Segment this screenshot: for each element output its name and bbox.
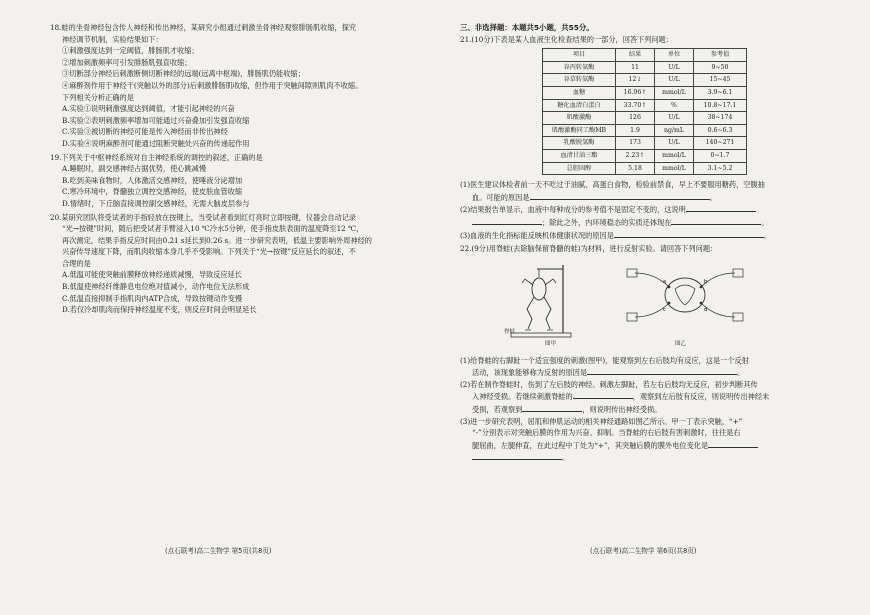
cell: mmol/L xyxy=(655,86,694,99)
cell: 血糖 xyxy=(543,86,616,99)
q21-text: (3)血液的生化指标能反映机体健康状况的原因是 xyxy=(460,230,614,240)
cell: 3.1~5.2 xyxy=(694,162,747,175)
cell: mmol/L xyxy=(655,149,694,162)
cell: ng/mL xyxy=(655,124,694,137)
cell: 38~174 xyxy=(694,112,747,125)
cell: 0.6~6.3 xyxy=(694,124,747,137)
q22-intro: 22.(9分)用脊蛙(去除脑保留脊髓的蛙)为材料，进行反射实验。请回答下列问题： xyxy=(460,244,718,254)
question-20 xyxy=(50,212,435,316)
left-column xyxy=(50,22,435,316)
cell: U/L xyxy=(655,61,694,74)
table-row xyxy=(543,86,747,99)
frog-forelegs xyxy=(522,279,556,285)
q18-line: 下列相关分析正确的是 xyxy=(62,92,134,102)
cell: 总胆固醇 xyxy=(543,162,616,175)
answer-blank[interactable] xyxy=(708,439,758,448)
q22-part-2: (2)若在制作脊蛙时，伤到了左后肢的神经。刺激左脚趾，若左右后肢均无反应，初步判断其传 xyxy=(460,379,758,389)
answer-blank[interactable] xyxy=(671,216,761,225)
q21-part-1: (1)医生建议体检者前一天不吃过于油腻、高蛋白食物，检验前禁食，早上不要服用糖药，空腹抽 xyxy=(460,180,765,190)
answer-blank[interactable] xyxy=(522,403,582,412)
q20-line: 20.某研究团队将受试者的手指轻放在按键上，当受试者看到红灯亮时立即按键，仪器会自动记录 xyxy=(50,212,357,222)
q22-text: 。 xyxy=(562,453,570,463)
q22-part-1-cont: 活动，该现象能够称为反射的原因是 。 xyxy=(472,368,745,378)
table-header: 参考值 xyxy=(694,49,747,62)
gray-matter xyxy=(675,285,695,305)
cell: 肌酸激酶 xyxy=(543,112,616,125)
q18-line: ④麻醉剂作用于神经干(突触以外的部分)后刺激腓肠肌收缩，但作用于突触间隙则肌肉不收缩。 xyxy=(62,80,363,90)
cell: 0~1.7 xyxy=(694,149,747,162)
cell: 谷丙转氨酶 xyxy=(543,61,616,74)
cell: U/L xyxy=(655,74,694,87)
q21-text: ；除此之外，内环境稳态的实质还体现在 xyxy=(542,217,672,227)
page-footer-right: (点石联考)高二生物学 第6页(共8页) xyxy=(590,547,697,555)
cell: U/L xyxy=(655,137,694,150)
cell: 126 xyxy=(616,112,655,125)
q21-part-2-cont: ；除此之外，内环境稳态的实质还体现在 。 xyxy=(460,216,845,229)
q22-text: 活动，该现象能够称为反射的原因是 xyxy=(472,368,588,378)
question-19 xyxy=(50,152,435,210)
q21-part-2 xyxy=(460,203,845,216)
q18-option-a: A.实验①说明刺激强度达到阈值，才能引起神经的兴奋 xyxy=(62,104,235,114)
synapse-label: c xyxy=(663,306,666,313)
q22-text: 腿屈曲，左腿伸直，在此过程中丁处为“+”，其突触后膜的膜外电位变化是 xyxy=(472,440,709,450)
cell: 血清甘油三酯 xyxy=(543,149,616,162)
cell: 10.8~17.1 xyxy=(694,99,747,112)
q22-part-1: (1)给脊蛙的右脚趾一个适宜强度的刺激(图甲)，能观察到左右后肢均有反应，这是一个反射 xyxy=(460,355,749,365)
page-footer-left: (点石联考)高二生物学 第5页(共8页) xyxy=(165,547,272,555)
q20-line: 合理的是 xyxy=(62,258,91,268)
spinal-pathway-figure xyxy=(625,259,745,339)
cell: U/L xyxy=(655,112,694,125)
q20-option-d: D.若仅冷却肌肉而保持神经温度不变，则反应时间会明显延长 xyxy=(62,305,257,315)
blood-test-table xyxy=(542,48,747,175)
cell: 5.18 xyxy=(616,162,655,175)
cell: 33.70↑ xyxy=(616,99,655,112)
q18-line: 神经调节机制，实验结果如下： xyxy=(62,34,163,44)
q18-line: 18.蛙的坐骨神经包含传人神经和传出神经，某研究小组通过刺激坐骨神经观察腓肠肌收缩，探究 xyxy=(50,23,357,32)
cell: 140~271 xyxy=(694,137,747,150)
cell: % xyxy=(655,99,694,112)
q21-part-3: (3)血液的生化指标能反映机体健康状况的原因是 。 xyxy=(460,230,772,240)
q21-text: (2)结果报告单显示，血液中每种成分的参考值不是固定不变的，这说明 xyxy=(460,205,686,215)
cell: 乳酸脱氢酶 xyxy=(543,137,616,150)
cell: 12↓ xyxy=(616,74,655,87)
q20-option-c: C.低温直接抑制手指肌肉内ATP合成，导致按键动作变慢 xyxy=(62,293,243,303)
q19-stem: 19.下列关于中枢神经系统对自主神经系统的调控的叙述，正确的是 xyxy=(50,152,263,162)
question-22-parts xyxy=(460,355,845,464)
q18-line: ①刺激强度达到一定阈值，腓肠肌才收缩； xyxy=(62,46,199,56)
table-row xyxy=(543,137,747,150)
q22-text: 受损，若观察到 xyxy=(472,405,523,415)
cell: 糖化血清白蛋白 xyxy=(543,99,616,112)
frog-body xyxy=(532,278,546,300)
table-header-row xyxy=(543,49,747,62)
figure-caption-a: 图甲 xyxy=(545,340,557,347)
answer-blank[interactable] xyxy=(614,229,764,238)
q21-text: 血。可能的原因是 xyxy=(472,192,530,202)
synapse xyxy=(700,301,703,304)
q20-line: 兴奋传导速度下降，而肌肉收缩本身几乎不受影响。下列关于“光→按键”反应延长的叙述，不 xyxy=(62,247,356,257)
question-21-parts xyxy=(460,179,845,241)
q22-text: ，观察到左后肢有反应，则说明传出神经未 xyxy=(632,392,770,402)
synapse xyxy=(668,301,671,304)
cell: 9~50 xyxy=(694,61,747,74)
answer-blank[interactable] xyxy=(686,203,756,212)
q20-line: 再次测定，结果手指反应时间由0.21 s延长到0.26 s。进一步研究表明，低温主要影响外周神经的 xyxy=(62,235,372,245)
synapse xyxy=(700,285,703,288)
synapse xyxy=(668,285,671,288)
answer-blank[interactable] xyxy=(530,191,710,200)
spinal-cord-section xyxy=(665,278,708,313)
cell: 谷草转氨酶 xyxy=(543,74,616,87)
synapse-label: b xyxy=(704,278,708,285)
q22-part-3-cont: “-”分别表示对突触后膜的作用为兴奋、抑制。当脊蛙的右后肢有害刺激时，往往是右 xyxy=(472,428,741,438)
q21-part-1-cont: 血。可能的原因是 。 xyxy=(472,192,717,202)
frog-hindlegs xyxy=(527,297,551,329)
cell: 15~45 xyxy=(694,74,747,87)
q22-part-3: (3)进一步研究表明，屈肌和伸肌运动的相关神经通路如图乙所示。甲一丁表示突触，“+” xyxy=(460,416,743,426)
q22-part-3-cont xyxy=(460,439,845,452)
table-header: 结果 xyxy=(616,49,655,62)
table-row xyxy=(543,99,747,112)
answer-blank[interactable] xyxy=(587,366,737,375)
cell: 2.23↑ xyxy=(616,149,655,162)
figure-label-frog: 脊蛙 xyxy=(504,328,516,335)
cell: 16.96↑ xyxy=(616,86,655,99)
q20-option-a: A.低温可能使突触前膜释放神经递质减慢，导致反应延长 xyxy=(62,270,242,280)
figure-caption-b: 图乙 xyxy=(675,340,687,347)
q20-option-b: B.低温使神经纤维静息电位绝对值减小，动作电位无法形成 xyxy=(62,282,250,292)
table-row xyxy=(543,112,747,125)
q18-option-d: D.实验④说明麻醉剂可能通过阻断突触处兴奋的传递起作用 xyxy=(62,138,250,148)
frog-stand-figure xyxy=(505,259,595,339)
q22-text: 入神经受损。若继续刺激脊蛙的 xyxy=(472,392,573,402)
answer-blank[interactable] xyxy=(573,390,633,399)
synapse-label: d xyxy=(704,306,708,313)
q18-option-b: B.实验②表明刺激频率增加可能通过兴奋叠加引发强直收缩 xyxy=(62,115,250,125)
section-title: 三、非选择题：本题共5小题，共55分。 xyxy=(460,23,594,32)
table-row xyxy=(543,124,747,137)
q21-intro: 21.(10分)下表是某人血液生化检查结果的一部分，回答下列问题： xyxy=(460,34,674,44)
table-header: 项目 xyxy=(543,49,616,62)
q19-option-c: C.寒冷环境中，脊髓独立调控交感神经，使皮肤血管收缩 xyxy=(62,187,243,197)
q18-line: ②增加刺激频率可引发腓肠肌强直收缩； xyxy=(62,57,192,67)
table-row xyxy=(543,149,747,162)
cell: 11 xyxy=(616,61,655,74)
q22-part-2-cont xyxy=(460,403,845,416)
table-header: 单位 xyxy=(655,49,694,62)
q19-option-b: B.吃到美味食物时，人体激活交感神经，使唾液分泌增加 xyxy=(62,175,243,185)
q18-option-c: C.实验③被切断的神经可能是传入神经而非传出神经 xyxy=(62,127,228,137)
table-row xyxy=(543,61,747,74)
right-column xyxy=(460,22,845,464)
q19-option-a: A.睡眠时，副交感神经占据优势，使心跳减慢 xyxy=(62,164,207,174)
q18-line: ③切断部分神经后刺激断侧切断神经的远端(远离中枢端)，腓肠肌仍能收缩； xyxy=(62,69,305,79)
answer-blank[interactable] xyxy=(472,451,562,460)
cell: 肌酸激酶同工酶MB xyxy=(543,124,616,137)
cell: 173 xyxy=(616,137,655,150)
q22-part-3-end xyxy=(460,451,845,464)
question-18 xyxy=(50,22,435,150)
q20-line: “光→按键”时间，随后把受试者手臂浸入10 ℃冷水5分钟，使手指皮肤表面的温度降至12 ℃， xyxy=(62,224,364,234)
figure-area xyxy=(460,259,845,347)
synapse-label: a xyxy=(663,278,667,285)
answer-blank[interactable] xyxy=(472,216,542,225)
q22-text: ，则说明传出神经受损。 xyxy=(582,405,662,415)
stand-base xyxy=(511,333,571,337)
q19-option-d: D.情绪时，下丘脑直接调控副交感神经，无需大脑皮层参与 xyxy=(62,198,250,208)
cell: mmol/L xyxy=(655,162,694,175)
table-row xyxy=(543,74,747,87)
table-row xyxy=(543,162,747,175)
q22-part-2-cont xyxy=(460,390,845,403)
cell: 3.9~6.1 xyxy=(694,86,747,99)
cell: 1.9 xyxy=(616,124,655,137)
